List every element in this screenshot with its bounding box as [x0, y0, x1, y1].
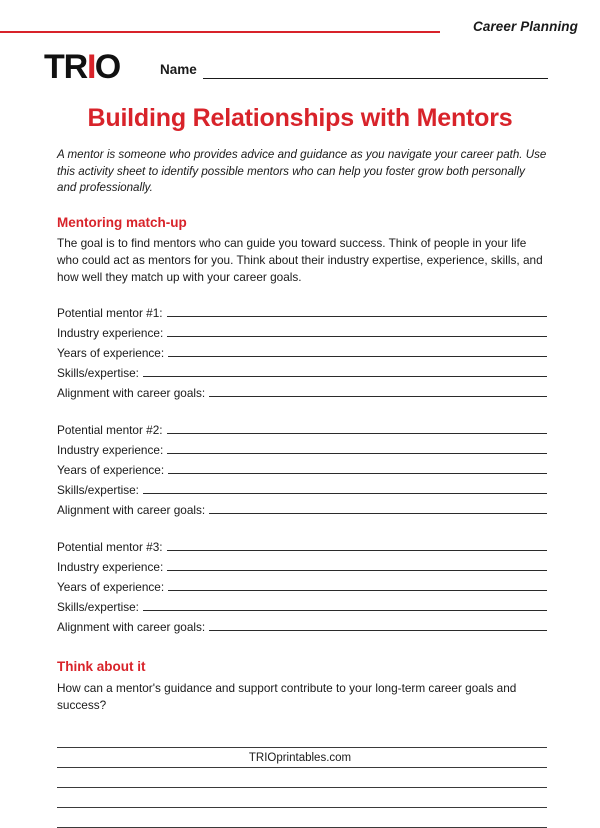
logo-text-tr: TR — [44, 48, 87, 86]
logo-text-o: O — [94, 48, 121, 86]
mentor-block-3 — [57, 537, 547, 637]
mentor-block-1 — [57, 303, 547, 403]
answer-line[interactable] — [57, 808, 547, 828]
name-input-line[interactable] — [203, 78, 548, 79]
field-input-line[interactable] — [209, 617, 547, 631]
field-input-line[interactable] — [167, 420, 547, 434]
field-label: Industry experience: — [57, 325, 164, 340]
answer-line[interactable] — [57, 768, 547, 788]
answer-lines-group — [57, 728, 547, 828]
field-input-line[interactable] — [168, 577, 547, 591]
field-row — [57, 420, 547, 440]
field-row — [57, 537, 547, 557]
field-label: Years of experience: — [57, 579, 165, 594]
section-heading-think-about-it: Think about it — [57, 658, 146, 674]
field-row — [57, 323, 547, 343]
field-row — [57, 577, 547, 597]
field-label: Skills/expertise: — [57, 482, 139, 497]
page-header — [0, 0, 600, 46]
section-heading-mentoring-match-up: Mentoring match-up — [57, 214, 187, 230]
logo-name-row — [0, 50, 600, 90]
field-input-line[interactable] — [143, 480, 547, 494]
footer-website: TRIOprintables.com — [248, 752, 352, 764]
field-row — [57, 597, 547, 617]
worksheet-content — [0, 147, 600, 828]
field-input-line[interactable] — [167, 323, 547, 337]
field-label: Potential mentor #2: — [57, 422, 163, 437]
field-input-line[interactable] — [168, 343, 547, 357]
field-row — [57, 500, 547, 520]
field-label: Potential mentor #3: — [57, 539, 163, 554]
field-row — [57, 440, 547, 460]
mentor-block-2 — [57, 420, 547, 520]
field-label: Industry experience: — [57, 442, 164, 457]
field-input-line[interactable] — [143, 597, 547, 611]
section-body-mentoring-match-up: The goal is to find mentors who can guide you toward success. Think of people in your life who could act as mentors for you. Think about their industry expertise, experience, skills, and how well they match up with your career goals. — [57, 235, 543, 284]
field-row — [57, 363, 547, 383]
header-red-rule — [0, 31, 440, 33]
field-label: Skills/expertise: — [57, 365, 139, 380]
field-row — [57, 480, 547, 500]
field-label: Skills/expertise: — [57, 599, 139, 614]
field-input-line[interactable] — [167, 537, 547, 551]
logo-letter-i-accent: I — [86, 48, 95, 86]
field-row — [57, 303, 547, 323]
field-input-line[interactable] — [143, 363, 547, 377]
trio-logo — [44, 50, 120, 84]
field-input-line[interactable] — [168, 460, 547, 474]
header-category-label: Career Planning — [472, 19, 578, 34]
field-input-line[interactable] — [209, 500, 547, 514]
field-input-line[interactable] — [209, 383, 547, 397]
field-label: Alignment with career goals: — [57, 385, 206, 400]
field-label: Alignment with career goals: — [57, 619, 206, 634]
field-label: Alignment with career goals: — [57, 502, 206, 517]
field-row — [57, 557, 547, 577]
field-label: Years of experience: — [57, 345, 165, 360]
field-row — [57, 383, 547, 403]
answer-line[interactable] — [57, 788, 547, 808]
intro-paragraph: A mentor is someone who provides advice and guidance as you navigate your career path. Use this activity sheet to identify possible mentors who can help you foster grow both personally and professionally. — [57, 148, 547, 194]
field-label: Industry experience: — [57, 559, 164, 574]
field-input-line[interactable] — [167, 303, 547, 317]
field-label: Potential mentor #1: — [57, 305, 163, 320]
answer-line[interactable] — [57, 728, 547, 748]
name-field-label: Name — [160, 62, 197, 77]
field-row — [57, 343, 547, 363]
field-input-line[interactable] — [167, 557, 547, 571]
think-about-it-question: How can a mentor's guidance and support contribute to your long-term career goals and success? — [57, 680, 517, 712]
field-input-line[interactable] — [167, 440, 547, 454]
field-row — [57, 460, 547, 480]
field-label: Years of experience: — [57, 462, 165, 477]
field-row — [57, 617, 547, 637]
page-title: Building Relationships with Mentors — [87, 104, 513, 132]
